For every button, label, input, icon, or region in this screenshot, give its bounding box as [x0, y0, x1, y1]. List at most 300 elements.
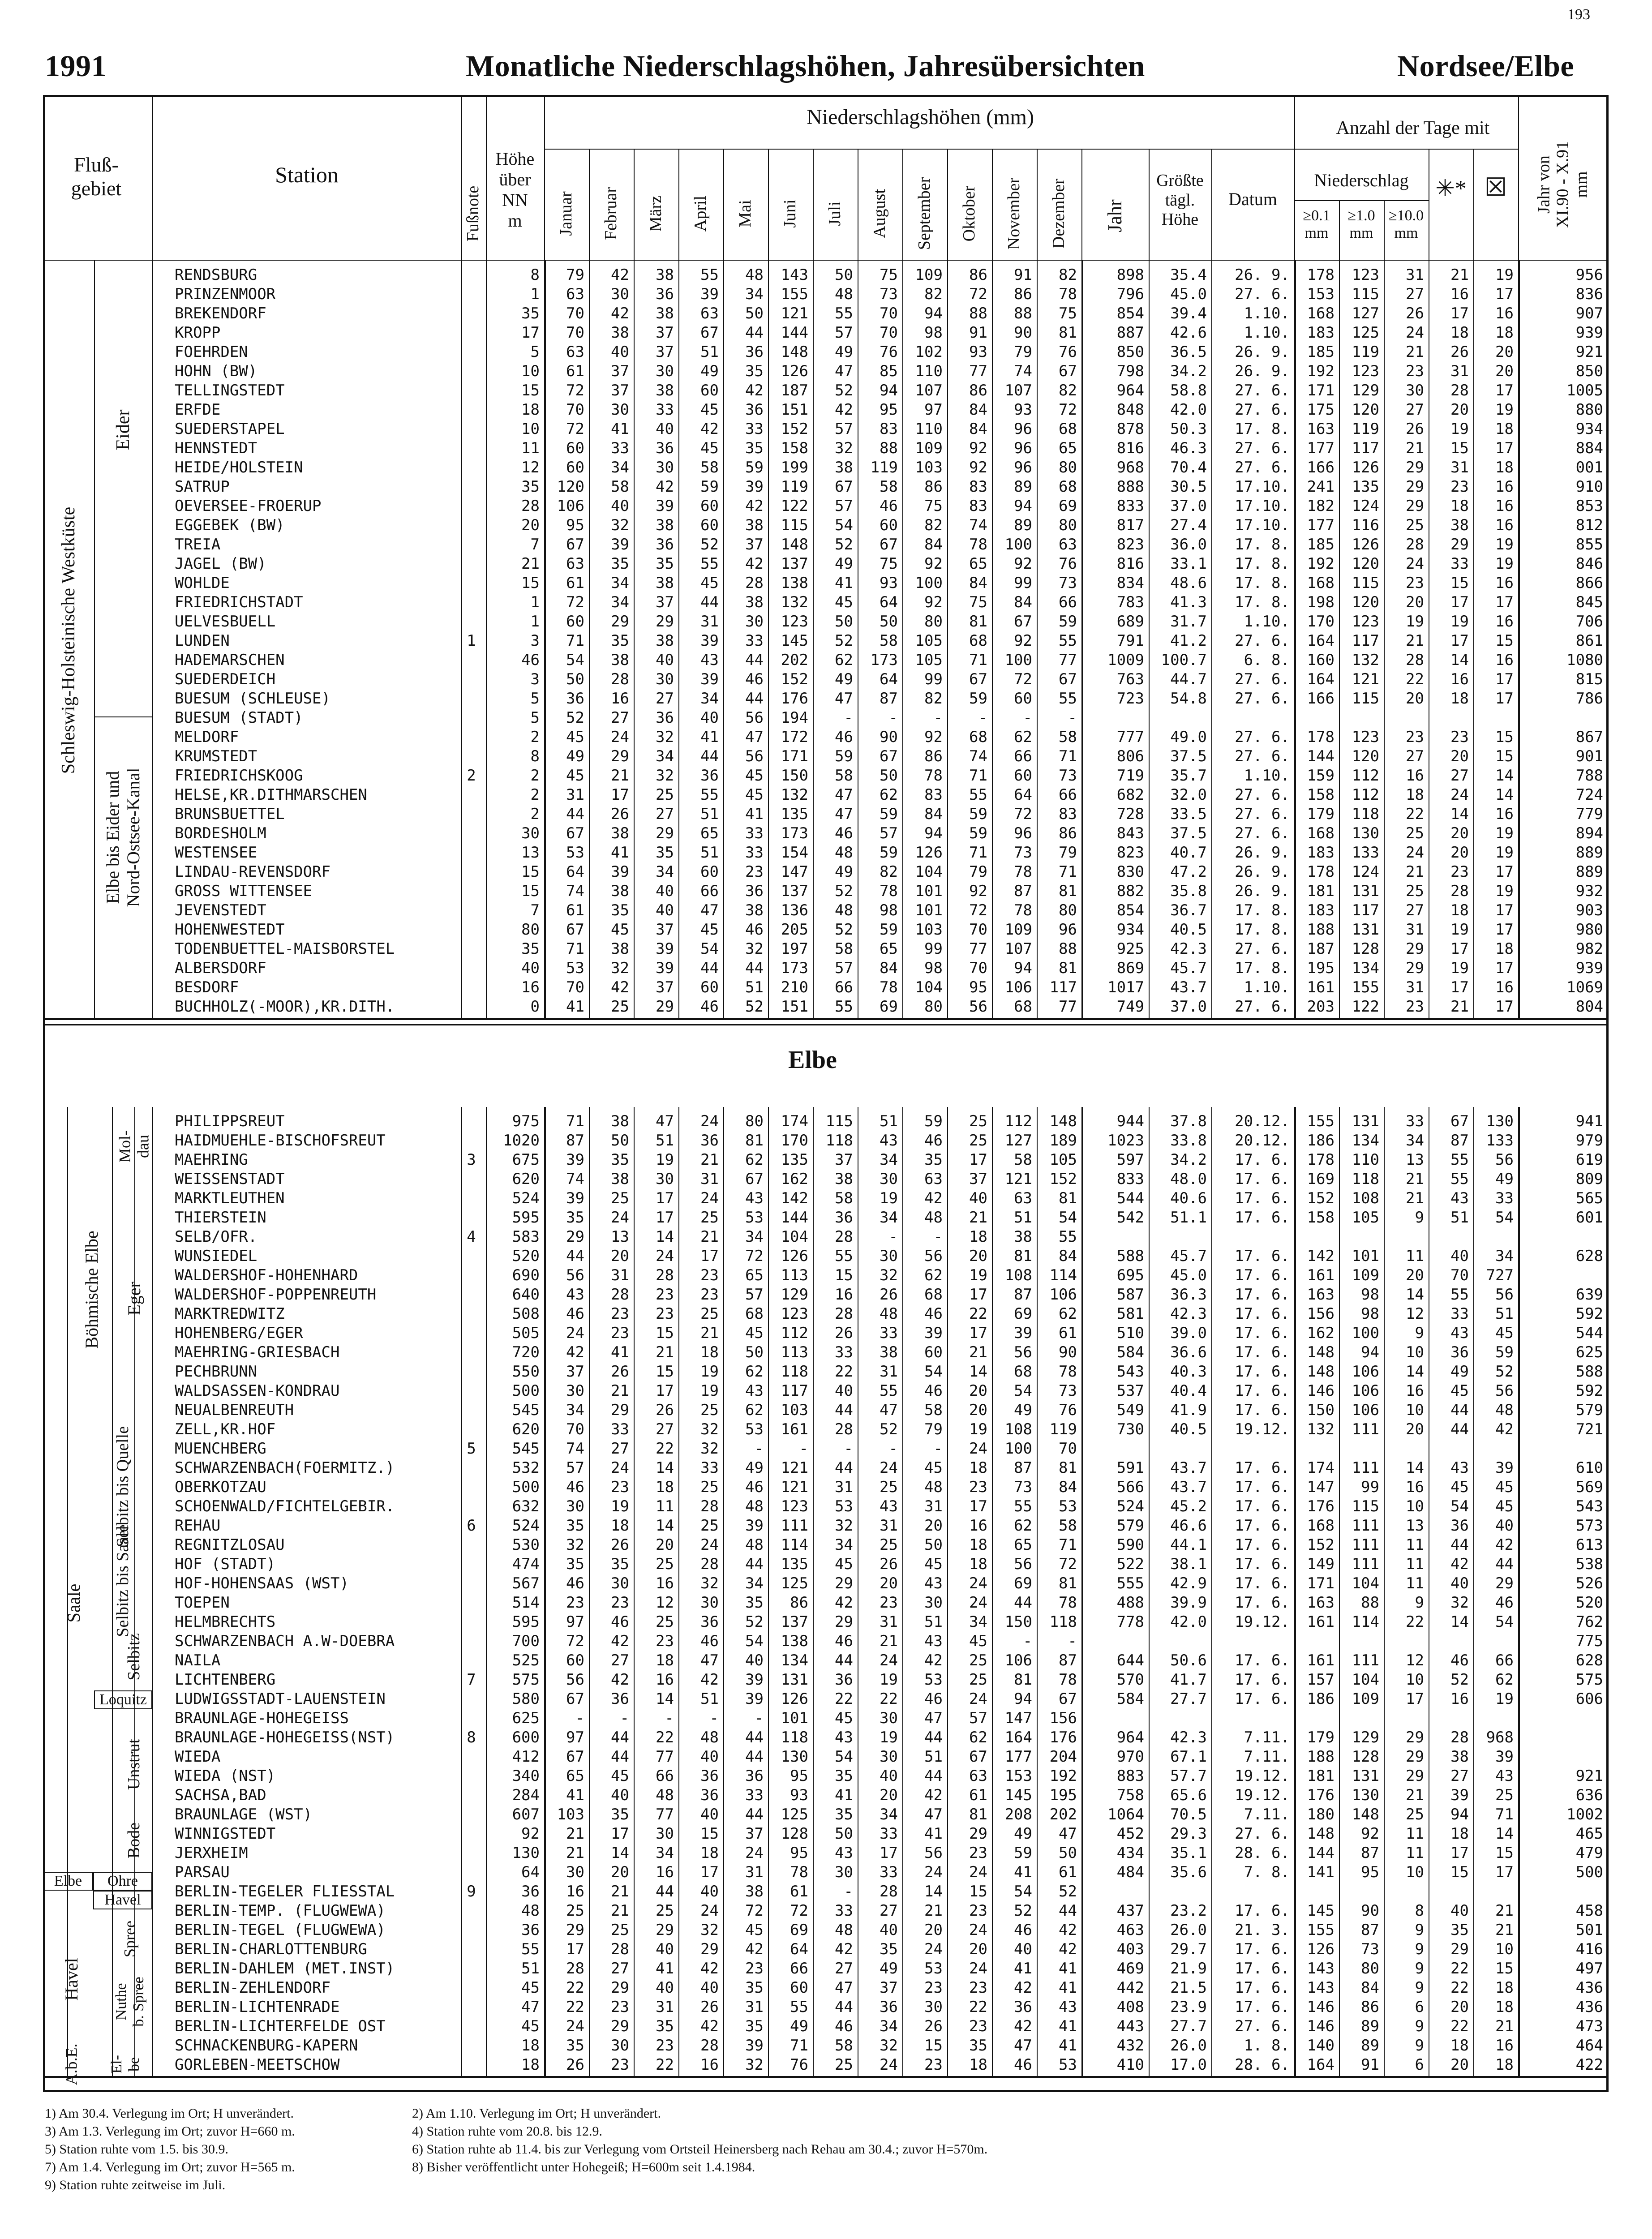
cell-h: 567 [512, 1574, 540, 1592]
cell-m7: 47 [835, 1979, 853, 1997]
cell-name: HADEMARSCHEN [175, 651, 285, 669]
cell-m2: 23 [611, 1324, 629, 1342]
cell-m4: 60 [700, 978, 719, 996]
cell-dat: 7.11. [1244, 1806, 1290, 1823]
cell-m5: 45 [745, 1324, 764, 1342]
cell-m4: 24 [700, 1112, 719, 1130]
cell-m1: 43 [566, 1286, 584, 1304]
cell-m7: 57 [835, 497, 853, 515]
cell-m1: 45 [566, 728, 584, 746]
cell-m2: 25 [611, 1921, 629, 1939]
cell-m11: 67 [1014, 613, 1032, 631]
cell-n3: 9 [1415, 1960, 1424, 1977]
cell-m8: 59 [880, 805, 898, 823]
cell-dat: 17. 6. [1235, 1998, 1290, 2016]
cell-m3: 18 [656, 1651, 674, 1669]
cell-m2: 34 [611, 593, 629, 611]
cell-m2: 35 [611, 1806, 629, 1823]
cell-s1: 20 [1450, 747, 1469, 765]
cell-m5: 32 [745, 2056, 764, 2074]
cell-n1: 158 [1307, 786, 1334, 804]
cell-m9: 15 [924, 2037, 943, 2055]
cell-n3: 9 [1415, 1940, 1424, 1958]
cell-m11: 42 [1014, 1979, 1032, 1997]
cell-m3: 38 [656, 632, 674, 650]
cell-m9: 80 [924, 613, 943, 631]
cell-m2: 21 [611, 1382, 629, 1400]
cell-dat: 26. 9. [1235, 266, 1290, 284]
rule-vertical [1211, 1107, 1212, 2076]
cell-m2: 33 [611, 1420, 629, 1438]
cell-m8: 33 [880, 1825, 898, 1843]
cell-s1: 23 [1450, 863, 1469, 881]
cell-m2: 13 [611, 1228, 629, 1246]
cell-m6: 95 [790, 1767, 808, 1785]
cell-jahr: 1017 [1107, 978, 1144, 996]
cell-m2: 28 [611, 670, 629, 688]
cell-jahr: 469 [1116, 1960, 1144, 1977]
cell-name: BUCHHOLZ(-MOOR),KR.DITH. [175, 998, 395, 1016]
cell-n3: 20 [1406, 690, 1424, 708]
cell-name: FRIEDRICHSTADT [175, 593, 303, 611]
cell-m4: 45 [700, 439, 719, 457]
cell-n1: 183 [1307, 901, 1334, 919]
cell-h: 525 [512, 1651, 540, 1669]
cell-gt: 65.6 [1170, 1786, 1207, 1804]
cell-m10: 92 [969, 459, 987, 476]
cell-m7: 55 [835, 1247, 853, 1265]
cell-m11: 89 [1014, 516, 1032, 534]
cell-name: NAILA [175, 1651, 221, 1669]
cell-m7: 32 [835, 439, 853, 457]
rule-vertical [152, 261, 153, 1018]
cell-name: JAGEL (BW) [175, 555, 266, 573]
cell-m9: 84 [924, 805, 943, 823]
cell-m12: 119 [1049, 1420, 1077, 1438]
cell-m1: 30 [566, 1863, 584, 1881]
cell-m1: 64 [566, 863, 584, 881]
cell-name: BERLIN-TEMP. (FLUGWEWA) [175, 1902, 386, 1920]
cell-s1: 21 [1450, 998, 1469, 1016]
cell-fn: 3 [467, 1151, 476, 1169]
cell-m7: 46 [835, 2017, 853, 2035]
cell-n2: 115 [1352, 690, 1379, 708]
cell-m1: 52 [566, 709, 584, 727]
cell-m12: 81 [1059, 1459, 1077, 1477]
cell-gt: 38.1 [1170, 1555, 1207, 1573]
cell-h: 2 [530, 786, 540, 804]
rule-vertical [1384, 200, 1385, 261]
cell-h: 10 [521, 420, 540, 438]
cell-m11: 147 [1004, 1709, 1032, 1727]
cell-gt: 35.8 [1170, 882, 1207, 900]
cell-m8: 47 [880, 1401, 898, 1419]
cell-s1: 32 [1450, 1594, 1469, 1612]
cell-m9: 56 [924, 1247, 943, 1265]
rule-vertical [152, 95, 153, 261]
cell-m2: 24 [611, 1209, 629, 1227]
cell-dat: 17. 6. [1235, 1574, 1290, 1592]
cell-jv: 1005 [1566, 382, 1603, 399]
cell-h: 1 [530, 613, 540, 631]
cell-m10: 24 [969, 1440, 987, 1458]
cell-m11: 54 [1014, 1382, 1032, 1400]
cell-m7: 29 [835, 1574, 853, 1592]
cell-m3: 12 [656, 1594, 674, 1612]
cell-m12: 61 [1059, 1324, 1077, 1342]
cell-jahr: 544 [1116, 1189, 1144, 1207]
cell-m4: 60 [700, 863, 719, 881]
cell-m3: 23 [656, 1305, 674, 1323]
cell-name: MAEHRING-GRIESBACH [175, 1343, 340, 1361]
cell-m12: 41 [1059, 1979, 1077, 1997]
cell-jahr: 644 [1116, 1651, 1144, 1669]
cell-m6: 104 [781, 1228, 808, 1246]
cell-m10: 23 [969, 1478, 987, 1496]
cell-m7: 45 [835, 593, 853, 611]
cell-h: 575 [512, 1671, 540, 1689]
rule-vertical [1339, 1107, 1340, 2076]
cell-jv: 613 [1575, 1536, 1603, 1554]
cell-m5: 52 [745, 998, 764, 1016]
cell-name: BUESUM (STADT) [175, 709, 303, 727]
rule-vertical [486, 95, 487, 261]
cell-m3: 19 [656, 1151, 674, 1169]
cell-m8: 28 [880, 1883, 898, 1900]
cell-n3: 12 [1406, 1305, 1424, 1323]
cell-jv: 500 [1575, 1863, 1603, 1881]
cell-m10: 17 [969, 1324, 987, 1342]
cell-m6: 137 [781, 1613, 808, 1631]
cell-m11: 39 [1014, 1324, 1032, 1342]
cell-m10: 24 [969, 1960, 987, 1977]
cell-jv: 980 [1575, 921, 1603, 939]
cell-m6: - [799, 1440, 808, 1458]
cell-n3: 20 [1406, 1266, 1424, 1284]
cell-m12: 61 [1059, 1863, 1077, 1881]
cell-m11: 92 [1014, 632, 1032, 650]
cell-m11: 36 [1014, 1998, 1032, 2016]
cell-name: ZELL,KR.HOF [175, 1420, 276, 1438]
cell-jv: 921 [1575, 343, 1603, 361]
cell-m5: 59 [745, 459, 764, 476]
cell-name: BRAUNLAGE-HOHEGEISS(NST) [175, 1729, 395, 1746]
cell-m3: 36 [656, 536, 674, 553]
cell-m11: 78 [1014, 901, 1032, 919]
cell-m7: 55 [835, 305, 853, 322]
cell-m6: 144 [781, 324, 808, 342]
cell-n1: 144 [1307, 747, 1334, 765]
cell-m11: 150 [1004, 1613, 1032, 1631]
cell-jahr: 816 [1116, 439, 1144, 457]
footnote: 5) Station ruhte vom 1.5. bis 30.9. [45, 2142, 228, 2157]
cell-m3: 35 [656, 555, 674, 573]
cell-jahr: 542 [1116, 1209, 1144, 1227]
cell-m8: 19 [880, 1189, 898, 1207]
cell-n1: 195 [1307, 959, 1334, 977]
cell-dat: 17. 6. [1235, 1247, 1290, 1265]
cell-h: 2 [530, 805, 540, 823]
cell-m9: 101 [915, 901, 943, 919]
cell-m2: 25 [611, 998, 629, 1016]
cell-name: RENDSBURG [175, 266, 257, 284]
cell-m5: 48 [745, 266, 764, 284]
cell-name: BERLIN-ZEHLENDORF [175, 1979, 330, 1997]
cell-m10: 15 [969, 1883, 987, 1900]
cell-m7: 58 [835, 767, 853, 785]
cell-n1: 182 [1307, 497, 1334, 515]
cell-m11: 86 [1014, 285, 1032, 303]
cell-h: 530 [512, 1536, 540, 1554]
header-month-4: April [691, 195, 710, 232]
rule-vertical [768, 1107, 769, 2076]
group-label-selbitz: Selbitz [124, 1633, 144, 1681]
cell-m7: - [844, 1883, 853, 1900]
cell-m10: 81 [969, 1806, 987, 1823]
cell-n3: 29 [1406, 1729, 1424, 1746]
cell-jahr: 591 [1116, 1459, 1144, 1477]
cell-s1: 26 [1450, 343, 1469, 361]
cell-h: 64 [521, 1863, 540, 1881]
cell-m9: 99 [924, 940, 943, 958]
cell-m7: 34 [835, 1536, 853, 1554]
cell-m2: 36 [611, 1690, 629, 1708]
cell-m1: 31 [566, 786, 584, 804]
cell-h: 35 [521, 305, 540, 322]
cell-m6: 136 [781, 901, 808, 919]
cell-m7: 59 [835, 747, 853, 765]
cell-m2: 38 [611, 324, 629, 342]
cell-m9: 39 [924, 1324, 943, 1342]
cell-m10: 25 [969, 1132, 987, 1150]
cell-m3: 21 [656, 1343, 674, 1361]
cell-gt: 35.1 [1170, 1844, 1207, 1862]
cell-n1: 171 [1307, 382, 1334, 399]
cell-m5: 35 [745, 2017, 764, 2035]
cell-m10: 67 [969, 1748, 987, 1766]
cell-m7: 28 [835, 1420, 853, 1438]
cell-m1: 70 [566, 324, 584, 342]
cell-m9: 63 [924, 1170, 943, 1188]
cell-m3: 22 [656, 1729, 674, 1746]
cell-h: 18 [521, 2037, 540, 2055]
cell-jahr: 587 [1116, 1286, 1144, 1304]
cell-gt: 26.0 [1170, 1921, 1207, 1939]
cell-name: HAIDMUEHLE-BISCHOFSREUT [175, 1132, 386, 1150]
cell-m3: 40 [656, 1979, 674, 1997]
cell-name: NEUALBENREUTH [175, 1401, 294, 1419]
cell-m2: 24 [611, 728, 629, 746]
cell-h: 690 [512, 1266, 540, 1284]
cell-m6: 137 [781, 555, 808, 573]
cell-m8: 59 [880, 921, 898, 939]
cell-m12: 75 [1059, 305, 1077, 322]
cell-m9: - [933, 709, 943, 727]
cell-s1: 29 [1450, 1940, 1469, 1958]
cell-n1: 188 [1307, 1748, 1334, 1766]
cell-s1: 38 [1450, 1748, 1469, 1766]
cell-m11: 38 [1014, 1228, 1032, 1246]
cell-m12: 118 [1049, 1613, 1077, 1631]
cell-m8: 87 [880, 690, 898, 708]
cell-n2: 106 [1352, 1382, 1379, 1400]
cell-m1: 44 [566, 1247, 584, 1265]
cell-m8: 75 [880, 555, 898, 573]
cell-dat: 17. 6. [1235, 1536, 1290, 1554]
header-month-5: Mai [736, 200, 755, 227]
rule-vertical [1473, 261, 1474, 1018]
cell-n2: 120 [1352, 593, 1379, 611]
cell-name: REGNITZLOSAU [175, 1536, 285, 1554]
cell-m7: 28 [835, 1305, 853, 1323]
cell-gt: 39.9 [1170, 1594, 1207, 1612]
cell-n2: 108 [1352, 1189, 1379, 1207]
header-jahr: Jahr [1103, 199, 1126, 232]
cell-name: MAEHRING [175, 1151, 248, 1169]
cell-m12: 148 [1049, 1112, 1077, 1130]
cell-m1: 95 [566, 516, 584, 534]
cell-s1: 22 [1450, 2017, 1469, 2035]
cell-m3: 77 [656, 1806, 674, 1823]
cell-m1: 67 [566, 1690, 584, 1708]
cell-jahr: 763 [1116, 670, 1144, 688]
cell-m9: 53 [924, 1671, 943, 1689]
cell-n2: 109 [1352, 1266, 1379, 1284]
cell-n2: 116 [1352, 516, 1379, 534]
cell-gt: 45.0 [1170, 1266, 1207, 1284]
cell-gt: 37.0 [1170, 497, 1207, 515]
cell-m3: 30 [656, 1170, 674, 1188]
cell-h: 18 [521, 401, 540, 419]
cell-m6: 125 [781, 1806, 808, 1823]
cell-m2: 42 [611, 1671, 629, 1689]
cell-m9: 68 [924, 1286, 943, 1304]
cell-name: MELDORF [175, 728, 239, 746]
cell-m10: 23 [969, 1844, 987, 1862]
cell-h: 20 [521, 516, 540, 534]
cell-m3: 39 [656, 497, 674, 515]
cell-m8: 51 [880, 1112, 898, 1130]
cell-m3: 44 [656, 1883, 674, 1900]
cell-m1: 34 [566, 1401, 584, 1419]
footnote: 2) Am 1.10. Verlegung im Ort; H unverändert. [412, 2106, 661, 2121]
cell-m3: 17 [656, 1189, 674, 1207]
page-number: 193 [1567, 6, 1590, 23]
cell-m6: 101 [781, 1709, 808, 1727]
cell-m1: 97 [566, 1729, 584, 1746]
cell-s2: 17 [1495, 670, 1514, 688]
cell-dat: 17.10. [1235, 516, 1290, 534]
cell-m12: 71 [1059, 747, 1077, 765]
cell-name: MUENCHBERG [175, 1440, 266, 1458]
cell-m1: 61 [566, 574, 584, 592]
cell-m7: 33 [835, 1902, 853, 1920]
cell-m10: 24 [969, 1594, 987, 1612]
cell-m3: 38 [656, 516, 674, 534]
cell-m5: 36 [745, 1767, 764, 1785]
cell-m8: 40 [880, 1921, 898, 1939]
cell-m11: 72 [1014, 805, 1032, 823]
footnote: 7) Am 1.4. Verlegung im Ort; zuvor H=565 m. [45, 2160, 295, 2175]
cell-m10: 72 [969, 901, 987, 919]
cell-jahr: 682 [1116, 786, 1144, 804]
cell-jv: 866 [1575, 574, 1603, 592]
cell-m3: 30 [656, 1825, 674, 1843]
cell-m9: 59 [924, 1112, 943, 1130]
cell-s1: 29 [1450, 536, 1469, 553]
rule-vertical [1339, 261, 1340, 1018]
cell-m8: 24 [880, 2056, 898, 2074]
cell-m1: 26 [566, 2056, 584, 2074]
cell-m10: 59 [969, 805, 987, 823]
cell-m12: 53 [1059, 1497, 1077, 1515]
cell-n2: 87 [1361, 1844, 1379, 1862]
cell-dat: 27. 6. [1235, 747, 1290, 765]
cell-gt: 23.9 [1170, 1998, 1207, 2016]
cell-s2: 56 [1495, 1286, 1514, 1304]
cell-name: BREKENDORF [175, 305, 266, 322]
cell-m5: 57 [745, 1286, 764, 1304]
cell-n3: 10 [1406, 1343, 1424, 1361]
header-threshold-1: ≥0.1 mm [1303, 207, 1330, 242]
footnote: 3) Am 1.3. Verlegung im Ort; zuvor H=660 m. [45, 2124, 295, 2139]
cell-jahr: 848 [1116, 401, 1144, 419]
cell-jv: 569 [1575, 1478, 1603, 1496]
cell-m12: 176 [1049, 1729, 1077, 1746]
cell-gt: 45.0 [1170, 285, 1207, 303]
cell-m4: 17 [700, 1863, 719, 1881]
header-month-10: Oktober [960, 185, 979, 242]
cell-jahr: 796 [1116, 285, 1144, 303]
cell-n1: 148 [1307, 1343, 1334, 1361]
rule-vertical [634, 149, 635, 261]
cell-m5: 31 [745, 1998, 764, 2016]
cell-m5: - [754, 1440, 764, 1458]
cell-dat: 1. 8. [1244, 2037, 1290, 2055]
cell-m6: 72 [790, 1902, 808, 1920]
cell-s2: 18 [1495, 1979, 1514, 1997]
cell-m7: 54 [835, 516, 853, 534]
cell-m3: 29 [656, 824, 674, 842]
cell-m10: 68 [969, 728, 987, 746]
cell-s2: 17 [1495, 863, 1514, 881]
cell-m8: 19 [880, 1729, 898, 1746]
cell-m7: 67 [835, 478, 853, 496]
cell-m8: 64 [880, 670, 898, 688]
cell-gt: 40.4 [1170, 1382, 1207, 1400]
cell-m7: 43 [835, 1729, 853, 1746]
cell-jv: 809 [1575, 1170, 1603, 1188]
cell-m2: 38 [611, 824, 629, 842]
cell-name: BRAUNLAGE (WST) [175, 1806, 313, 1823]
cell-m12: 117 [1049, 978, 1077, 996]
cell-gt: 40.7 [1170, 844, 1207, 862]
cell-n3: 29 [1406, 959, 1424, 977]
rule-vertical [902, 261, 903, 1018]
cell-n3: 13 [1406, 1151, 1424, 1169]
cell-n3: 10 [1406, 1863, 1424, 1881]
cell-dat: 17. 6. [1235, 1286, 1290, 1304]
rule-vertical [486, 261, 487, 1018]
cell-n1: 188 [1307, 921, 1334, 939]
cell-m6: 151 [781, 998, 808, 1016]
cell-s2: 43 [1495, 1767, 1514, 1785]
cell-m2: 32 [611, 959, 629, 977]
cell-m12: 76 [1059, 1401, 1077, 1419]
rule-vertical [1384, 1107, 1385, 2076]
cell-m11: 40 [1014, 1940, 1032, 1958]
cell-n1: 168 [1307, 305, 1334, 322]
